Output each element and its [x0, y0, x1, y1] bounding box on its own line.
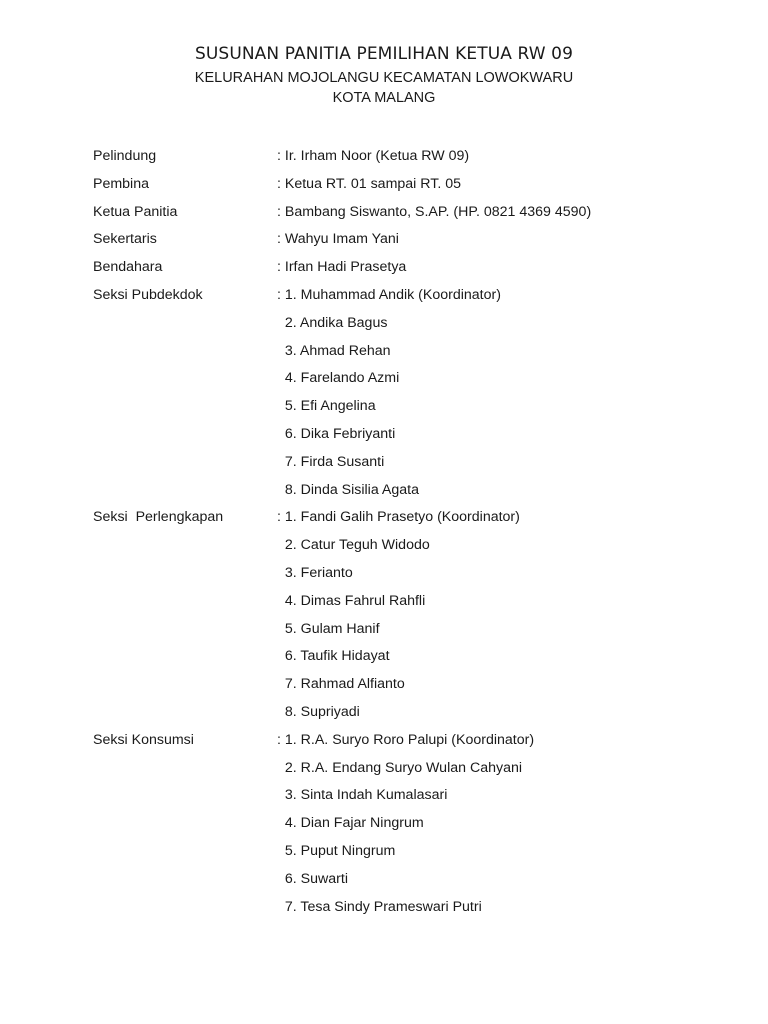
member-value: 5. Efi Angelina — [277, 398, 376, 415]
role-label: Seksi Pubdekdok — [93, 286, 203, 303]
document-subtitle-line2: KOTA MALANG — [332, 90, 436, 106]
member-value: 3. Sinta Indah Kumalasari — [277, 787, 448, 804]
committee-row — [93, 452, 733, 480]
member-value: 3. Ferianto — [277, 564, 353, 581]
committee-row — [93, 368, 733, 396]
member-value: 6. Taufik Hidayat — [277, 648, 390, 665]
member-value: 7. Rahmad Alfianto — [277, 676, 405, 693]
role-label: Pembina — [93, 175, 149, 192]
member-value: 5. Gulam Hanif — [277, 620, 380, 637]
committee-row — [93, 646, 733, 674]
committee-row — [93, 730, 733, 758]
role-label: Bendahara — [93, 259, 163, 276]
role-label: Seksi Perlengkapan — [93, 509, 224, 526]
committee-row — [93, 841, 733, 869]
committee-row — [93, 146, 733, 174]
role-label: Ketua Panitia — [93, 203, 178, 220]
member-value: 2. Catur Teguh Widodo — [277, 537, 430, 554]
committee-row — [93, 396, 733, 424]
committee-row — [93, 619, 733, 647]
committee-row — [93, 313, 733, 341]
member-value: 2. R.A. Endang Suryo Wulan Cahyani — [277, 759, 523, 776]
role-label: Pelindung — [93, 148, 157, 164]
committee-row — [93, 174, 733, 202]
member-value: 6. Dika Febriyanti — [277, 425, 396, 442]
member-value: : 1. Muhammad Andik (Koordinator) — [277, 286, 501, 303]
member-value: : Ketua RT. 01 sampai RT. 05 — [277, 175, 462, 192]
committee-row — [93, 674, 733, 702]
committee-row — [93, 507, 733, 535]
committee-row — [93, 785, 733, 813]
member-value: : 1. Fandi Galih Prasetyo (Koordinator) — [277, 509, 520, 526]
committee-row — [93, 341, 733, 369]
member-value: 4. Dian Fajar Ningrum — [277, 815, 424, 832]
committee-row — [93, 424, 733, 452]
member-value: 4. Dimas Fahrul Rahfli — [277, 592, 426, 609]
document-title: SUSUNAN PANITIA PEMILIHAN KETUA RW 09 — [195, 44, 573, 64]
member-value: : Bambang Siswanto, S.AP. (HP. 0821 4369 4590) — [277, 203, 592, 220]
document-subtitle-line1: KELURAHAN MOJOLANGU KECAMATAN LOWOKWARU — [194, 70, 574, 86]
role-label: Sekertaris — [93, 231, 157, 248]
committee-row — [93, 563, 733, 591]
committee-row — [93, 229, 733, 257]
committee-row — [93, 702, 733, 730]
member-value: 3. Ahmad Rehan — [277, 342, 391, 359]
member-value: : Wahyu Imam Yani — [277, 231, 399, 248]
member-value: 8. Dinda Sisilia Agata — [277, 481, 419, 498]
member-value: : 1. R.A. Suryo Roro Palupi (Koordinator) — [277, 731, 535, 748]
committee-list — [93, 146, 733, 924]
committee-row — [93, 285, 733, 313]
member-value: : Irfan Hadi Prasetya — [277, 259, 407, 276]
committee-row — [93, 897, 733, 925]
member-value: 4. Farelando Azmi — [277, 370, 400, 387]
member-value: 7. Firda Susanti — [277, 453, 385, 470]
committee-row — [93, 758, 733, 786]
committee-row — [93, 591, 733, 619]
member-value: 5. Puput Ningrum — [277, 842, 396, 859]
committee-row — [93, 869, 733, 897]
committee-row — [93, 813, 733, 841]
member-value: 8. Supriyadi — [277, 703, 360, 720]
member-value: 7. Tesa Sindy Prameswari Putri — [277, 898, 482, 915]
member-value: 2. Andika Bagus — [277, 314, 388, 331]
member-value: : Ir. Irham Noor (Ketua RW 09) — [277, 148, 470, 164]
committee-row — [93, 480, 733, 508]
committee-row — [93, 535, 733, 563]
member-value: 6. Suwarti — [277, 870, 348, 887]
role-label: Seksi Konsumsi — [93, 731, 194, 748]
committee-row — [93, 257, 733, 285]
committee-row — [93, 202, 733, 230]
